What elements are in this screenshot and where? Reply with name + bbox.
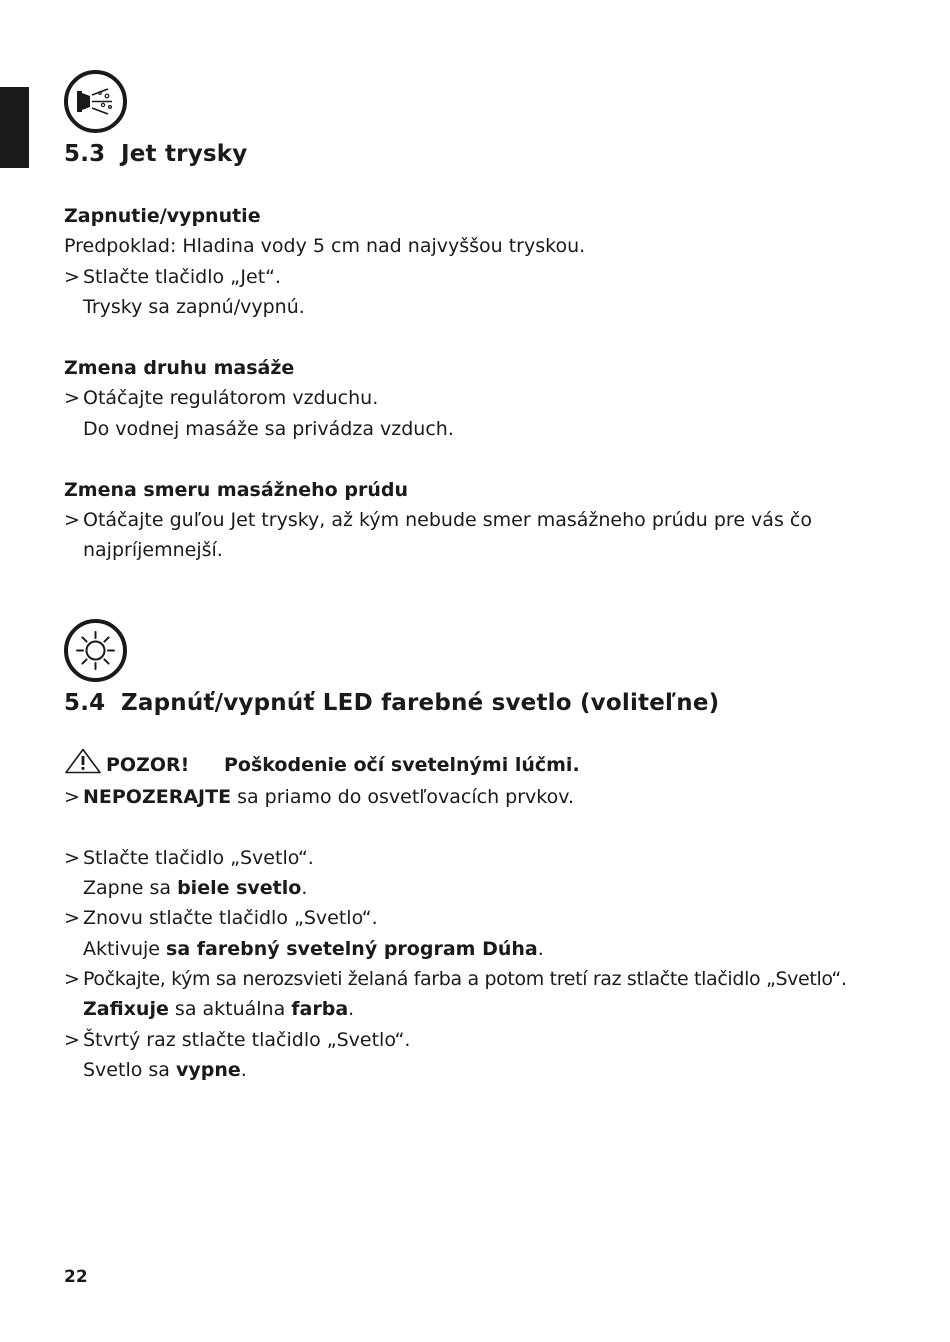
instruction-step	[64, 966, 910, 992]
result-text: Do vodnej masáže sa privádza vzduch.	[83, 418, 454, 440]
result-mid: sa aktuálna	[168, 998, 292, 1020]
warning-triangle-icon	[64, 748, 102, 774]
result-post: .	[537, 938, 544, 960]
result-text	[83, 936, 910, 962]
prerequisite-text: Predpoklad: Hladina vody 5 cm nad najvyššou tryskou.	[64, 235, 586, 257]
bullet-marker: >	[64, 387, 80, 409]
result-bold: Zafixuje	[83, 998, 169, 1020]
bullet-marker: >	[64, 847, 80, 869]
step-text-continued: najpríjemnejší.	[83, 539, 223, 561]
result-bold: biele svetlo	[177, 877, 302, 899]
bullet-marker: >	[64, 509, 80, 531]
subheading-massage-type: Zmena druhu masáže	[64, 357, 295, 379]
section-number: 5.3	[64, 141, 106, 167]
result-bold: sa farebný svetelný program Dúha	[166, 938, 538, 960]
result-pre: Svetlo sa	[83, 1059, 176, 1081]
light-sun-icon	[63, 618, 128, 683]
warning-instruction-bold: NEPOZERAJTE	[83, 786, 232, 808]
result-pre: Zapne sa	[83, 877, 178, 899]
bullet-marker: >	[64, 266, 80, 288]
result-text	[83, 996, 910, 1022]
section-title: Zapnúť/vypnúť LED farebné svetlo (voliteľne)	[121, 690, 720, 716]
result-bold: vypne	[175, 1059, 241, 1081]
jet-nozzle-icon	[63, 69, 128, 134]
step-text: Otáčajte guľou Jet trysky, až kým nebude smer masážneho prúdu pre vás čo	[83, 509, 812, 531]
instruction-step	[64, 385, 910, 411]
result-text	[83, 1057, 910, 1083]
step-text: Stlačte tlačidlo „Jet“.	[83, 266, 282, 288]
section-heading-5-3	[64, 141, 247, 167]
result-post: .	[301, 877, 308, 899]
warning-row	[64, 748, 580, 778]
bullet-marker: >	[64, 1029, 80, 1051]
result-post: .	[348, 998, 355, 1020]
step-text: Štvrtý raz stlačte tlačidlo „Svetlo“.	[83, 1029, 411, 1051]
chapter-tab-marker	[0, 87, 29, 168]
warning-instruction	[64, 784, 910, 810]
result-text: Trysky sa zapnú/vypnú.	[83, 296, 305, 318]
section-title: Jet trysky	[121, 141, 248, 167]
bullet-marker: >	[64, 907, 80, 929]
step-text: Stlačte tlačidlo „Svetlo“.	[83, 847, 314, 869]
page-number: 22	[64, 1267, 88, 1287]
instruction-step	[64, 1027, 910, 1053]
section-heading-5-4	[64, 690, 719, 716]
step-text: Počkajte, kým sa nerozsvieti želaná farba a potom tretí raz stlačte tlačidlo „Svetlo“.	[83, 968, 847, 990]
step-text: Znovu stlačte tlačidlo „Svetlo“.	[83, 907, 378, 929]
bullet-marker: >	[64, 786, 80, 808]
result-text	[83, 875, 910, 901]
result-bold-2: farba	[291, 998, 349, 1020]
subheading-jet-direction: Zmena smeru masážneho prúdu	[64, 479, 408, 501]
result-post: .	[240, 1059, 247, 1081]
instruction-step	[64, 905, 910, 931]
step-text: Otáčajte regulátorom vzduchu.	[83, 387, 379, 409]
result-pre: Aktivuje	[83, 938, 167, 960]
bullet-marker: >	[64, 968, 80, 990]
subheading-on-off: Zapnutie/vypnutie	[64, 205, 261, 227]
warning-label: POZOR!	[106, 754, 190, 776]
warning-instruction-text: sa priamo do osvetľovacích prvkov.	[231, 786, 575, 808]
section-number: 5.4	[64, 690, 106, 716]
instruction-step	[64, 845, 910, 871]
instruction-step	[64, 264, 910, 290]
warning-text: Poškodenie očí svetelnými lúčmi.	[224, 754, 580, 776]
instruction-step	[64, 507, 910, 533]
